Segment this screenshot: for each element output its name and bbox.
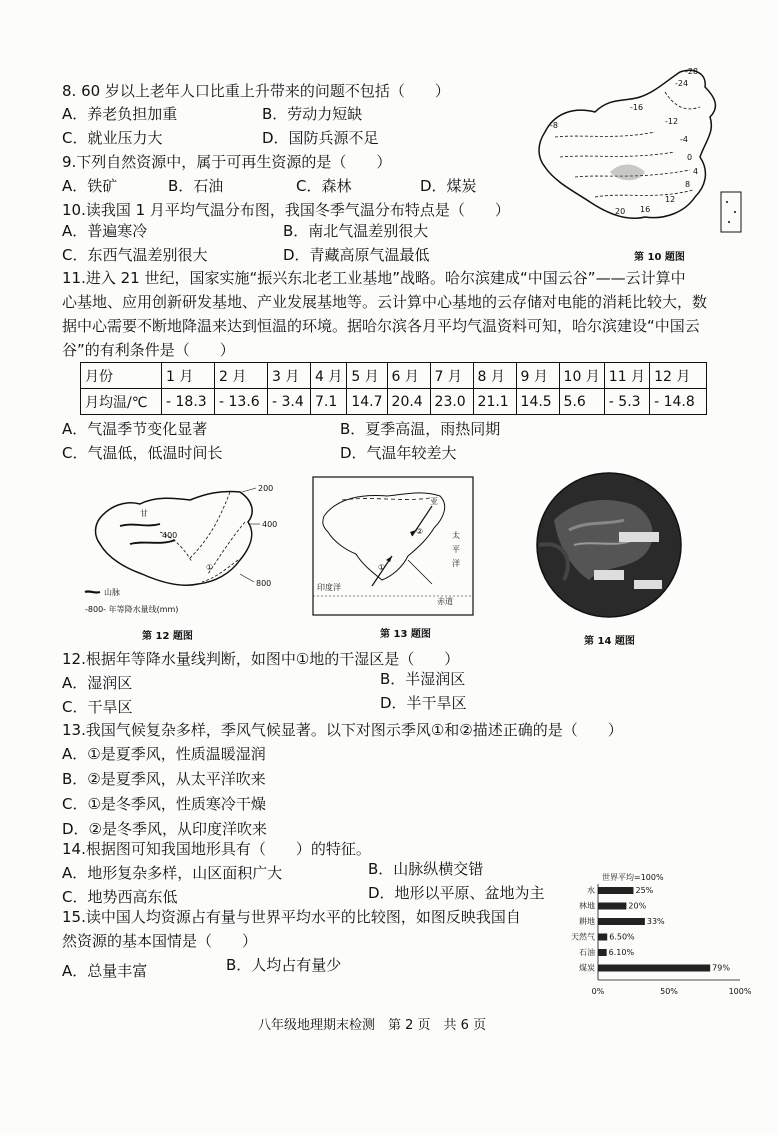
chart-value-label: 6.10% [608,948,635,957]
fig13-marker-2: ② [416,527,424,536]
q11-option-d: D．气温年较差大 [340,444,457,462]
fig10-label: -24 [675,79,689,88]
fig12-label: 200 [258,484,274,493]
table-cell: 7 月 [430,363,473,389]
chart-tick-label: 50% [660,987,678,996]
table-cell: 5 月 [347,363,387,389]
chart-tick-label: 100% [728,987,752,996]
resource-comparison-chart [550,868,765,1002]
chart-category-label: 耕地 [579,917,595,926]
q14-option-b: B．山脉纵横交错 [368,860,484,878]
q8-stem: 8. 60 岁以上老年人口比重上升带来的问题不包括（ ） [62,82,450,100]
chart-bar [598,949,607,956]
q10-option-a: A．普遍寒冷 [62,222,148,240]
chart-bar [598,934,607,941]
chart-value-label: 33% [646,917,665,926]
q13-stem: 13.我国气候复杂多样，季风气候显著。以下对图示季风①和②描述正确的是（ ） [62,721,623,739]
fig12-precipitation-map [80,478,290,618]
q11-option-a: A．气温季节变化显著 [62,420,208,438]
fig10-temperature-map [515,62,745,247]
q11-stem-line: 据中心需要不断地降温来达到恒温的环境。据哈尔滨各月平均气温资料可知，哈尔滨建设“中国云 [62,317,700,335]
chart-category-label: 水 [587,886,595,895]
q9-stem: 9.下列自然资源中，属于可再生资源的是（ ） [62,153,392,171]
table-cell: - 14.8 [650,389,707,415]
table-row [81,363,707,389]
fig12-caption: 第 12 题图 [142,631,193,642]
chart-category-label: 煤炭 [579,963,595,973]
table-cell: 14.7 [347,389,387,415]
fig10-label: 4 [693,167,699,176]
fig12-label: 800 [256,579,272,588]
fig13-marker-1: ① [378,563,386,572]
page-footer: 八年级地理期末检测 第 2 页 共 6 页 [258,1018,487,1033]
q9-option-d: D．煤炭 [420,177,477,195]
q11-stem-line: 11.进入 21 世纪，国家实施“振兴东北老工业基地”战略。哈尔滨建成“中国云谷”——云计算中 [62,269,686,287]
q10-option-d: D．青藏高原气温最低 [283,246,430,264]
chart-bar [598,887,634,894]
fig10-label: 20 [615,207,626,216]
fig10-label: -4 [680,135,688,144]
q11-stem [62,266,722,362]
table-cell: 3 月 [268,363,311,389]
q9-option-a: A．铁矿 [62,177,118,195]
table-cell: 23.0 [430,389,473,415]
fig13-label: 太 [452,531,460,540]
fig10-label: -16 [630,103,644,112]
q8-option-d: D．国防兵源不足 [262,129,379,147]
chart-category-label: 石油 [579,948,595,957]
table-cell: 9 月 [516,363,559,389]
fig13-label: 赤道 [437,597,453,606]
table-cell: - 18.3 [162,389,215,415]
table-cell: - 13.6 [215,389,268,415]
fig10-label: -8 [550,121,558,130]
q14-stem: 14.根据图可知我国地形具有（ ）的特征。 [62,840,371,858]
q10-stem: 10.读我国 1 月平均气温分布图，我国冬季气温分布特点是（ ） [62,201,510,219]
chart-value-label: 25% [635,886,654,895]
fig12-legend-mountain: 山脉 [104,588,120,597]
fig12-label: 400 [262,520,278,529]
q8-option-c: C．就业压力大 [62,129,163,147]
q15-option-b: B．人均占有量少 [226,956,342,974]
q14-option-d: D．地形以平原、盆地为主 [368,884,545,902]
q15-stem-line: 15.读中国人均资源占有量与世界平均水平的比较图，如图反映我国自 [62,908,521,926]
chart-value-label: 20% [628,901,647,911]
fig12-marker-1: ① [206,563,214,572]
table-cell: 14.5 [516,389,559,415]
chart-tick-label: 0% [591,987,605,996]
chart-title: 世界平均=100% [602,873,664,882]
chart-category-label: 林地 [579,901,595,911]
fig10-label: 12 [665,195,676,204]
table-cell: 12 月 [650,363,707,389]
q12-stem: 12.根据年等降水量线判断，如图中①地的干湿区是（ ） [62,650,460,668]
table-row [81,389,707,415]
q12-option-d: D．半干旱区 [380,694,467,712]
chart-category-label: 天然气 [571,932,595,942]
q10-option-b: B．南北气温差别很大 [283,222,429,240]
table-header-month: 月份 [81,363,162,389]
fig12-legend-isoline: -800- 年等降水量线(mm) [85,605,179,614]
table-cell: 21.1 [473,389,516,415]
chart-bar [598,965,710,972]
fig13-monsoon-map [312,476,474,616]
chart-value-label: 6.50% [609,932,635,942]
table-cell: 10 月 [559,363,604,389]
fig14-relief-globe [534,470,684,620]
q12-option-a: A．湿润区 [62,674,133,692]
chart-bar [598,903,626,910]
fig13-label: 亚 [430,497,438,506]
q13-option-a: A．①是夏季风，性质温暖湿润 [62,745,266,763]
chart-ticks [592,987,752,996]
q15-option-a: A．总量丰富 [62,962,148,980]
table-header-temp: 月均温/℃ [81,389,162,415]
q14-option-c: C．地势西高东低 [62,888,178,906]
chart-value-label: 79% [712,963,730,973]
fig12-label: 400 [162,531,178,540]
table-cell: 6 月 [387,363,430,389]
table-cell: - 5.3 [604,389,649,415]
q10-option-c: C．东西气温差别很大 [62,246,208,264]
q14-option-a: A．地形复杂多样，山区面积广大 [62,864,283,882]
table-cell: 4 月 [311,363,347,389]
q11-option-b: B．夏季高温，雨热同期 [340,420,501,438]
table-cell: 20.4 [387,389,430,415]
chart-bar [598,918,645,925]
q13-option-b: B．②是夏季风，从太平洋吹来 [62,770,266,788]
fig10-caption: 第 10 题图 [634,252,685,263]
table-cell: 8 月 [473,363,516,389]
fig14-caption: 第 14 题图 [584,636,635,647]
q8-option-b: B．劳动力短缺 [262,105,363,123]
harbin-temperature-table [80,362,707,415]
q12-option-c: C．干旱区 [62,698,133,716]
q15-stem-line: 然资源的基本国情是（ ） [62,932,258,950]
fig13-label: 洋 [452,559,460,568]
q13-option-c: C．①是冬季风，性质寒冷干燥 [62,795,266,813]
table-cell: 5.6 [559,389,604,415]
fig10-label: 8 [685,180,691,189]
fig10-label: -28 [685,67,699,76]
q9-option-b: B．石油 [168,177,224,195]
table-cell: 2 月 [215,363,268,389]
q13-option-d: D．②是冬季风，从印度洋吹来 [62,820,267,838]
q8-option-a: A．养老负担加重 [62,105,178,123]
table-cell: 1 月 [162,363,215,389]
table-cell: - 3.4 [268,389,311,415]
table-cell: 11 月 [604,363,649,389]
q11-stem-line: 心基地、应用创新研发基地、产业发展基地等。云计算中心基地的云存储对电能的消耗比较大，数 [62,293,708,311]
q12-option-b: B．半湿润区 [380,670,466,688]
fig10-label: 0 [687,153,693,162]
q9-option-c: C．森林 [296,177,352,195]
q11-stem-line: 谷”的有利条件是（ ） [62,341,235,359]
table-cell: 7.1 [311,389,347,415]
fig10-label: 16 [640,205,651,214]
fig13-label: 印度洋 [317,583,341,592]
fig13-caption: 第 13 题图 [380,629,431,640]
chart-bars [571,885,730,973]
q11-option-c: C．气温低，低温时间长 [62,444,223,462]
fig10-label: -12 [665,117,679,126]
fig13-label: 平 [452,545,460,554]
fig12-label: 甘 [140,509,148,518]
